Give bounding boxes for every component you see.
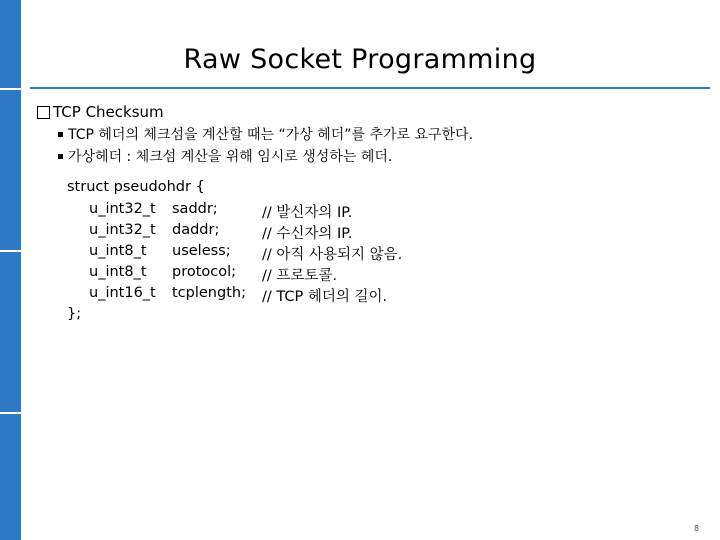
section-heading [37, 103, 164, 121]
code-field-type: u_int32_t [89, 201, 156, 217]
left-accent-bar [0, 0, 21, 540]
code-field-comment: // 프로토콜. [262, 268, 338, 284]
code-field-name: tcplength; [172, 285, 246, 301]
bullet-item [58, 124, 473, 144]
code-field-comment: // 발신자의 IP. [262, 205, 353, 221]
code-field-type: u_int16_t [89, 285, 156, 301]
bullet-item [58, 146, 392, 166]
code-struct-close: }; [67, 306, 82, 322]
slide-title: Raw Socket Programming [183, 44, 537, 75]
page-number: 8 [694, 524, 700, 533]
code-field-comment: // 아직 사용되지 않음. [262, 247, 403, 263]
checkbox-bullet-icon [37, 106, 50, 119]
bullet-text: TCP 헤더의 체크섬을 계산할 때는 “가상 헤더”를 추가로 요구한다. [68, 127, 474, 143]
accent-bar-divider [0, 88, 21, 90]
square-bullet-icon [58, 154, 63, 159]
title-divider [30, 87, 710, 89]
accent-bar-divider [0, 412, 21, 414]
section-heading-label: TCP Checksum [53, 103, 164, 121]
code-field-name: daddr; [172, 222, 220, 238]
bullet-text: 가상헤더 : 체크섬 계산을 위해 임시로 생성하는 헤더. [68, 149, 393, 165]
code-struct-open: struct pseudohdr { [67, 179, 205, 195]
square-bullet-icon [58, 132, 63, 137]
code-field-comment: // TCP 헤더의 길이. [262, 289, 388, 305]
code-field-comment: // 수신자의 IP. [262, 226, 353, 242]
code-field-name: protocol; [172, 264, 237, 280]
code-field-type: u_int8_t [89, 243, 147, 259]
code-field-type: u_int8_t [89, 264, 147, 280]
accent-bar-divider [0, 250, 21, 252]
code-field-name: saddr; [172, 201, 218, 217]
code-field-type: u_int32_t [89, 222, 156, 238]
code-field-name: useless; [172, 243, 231, 259]
